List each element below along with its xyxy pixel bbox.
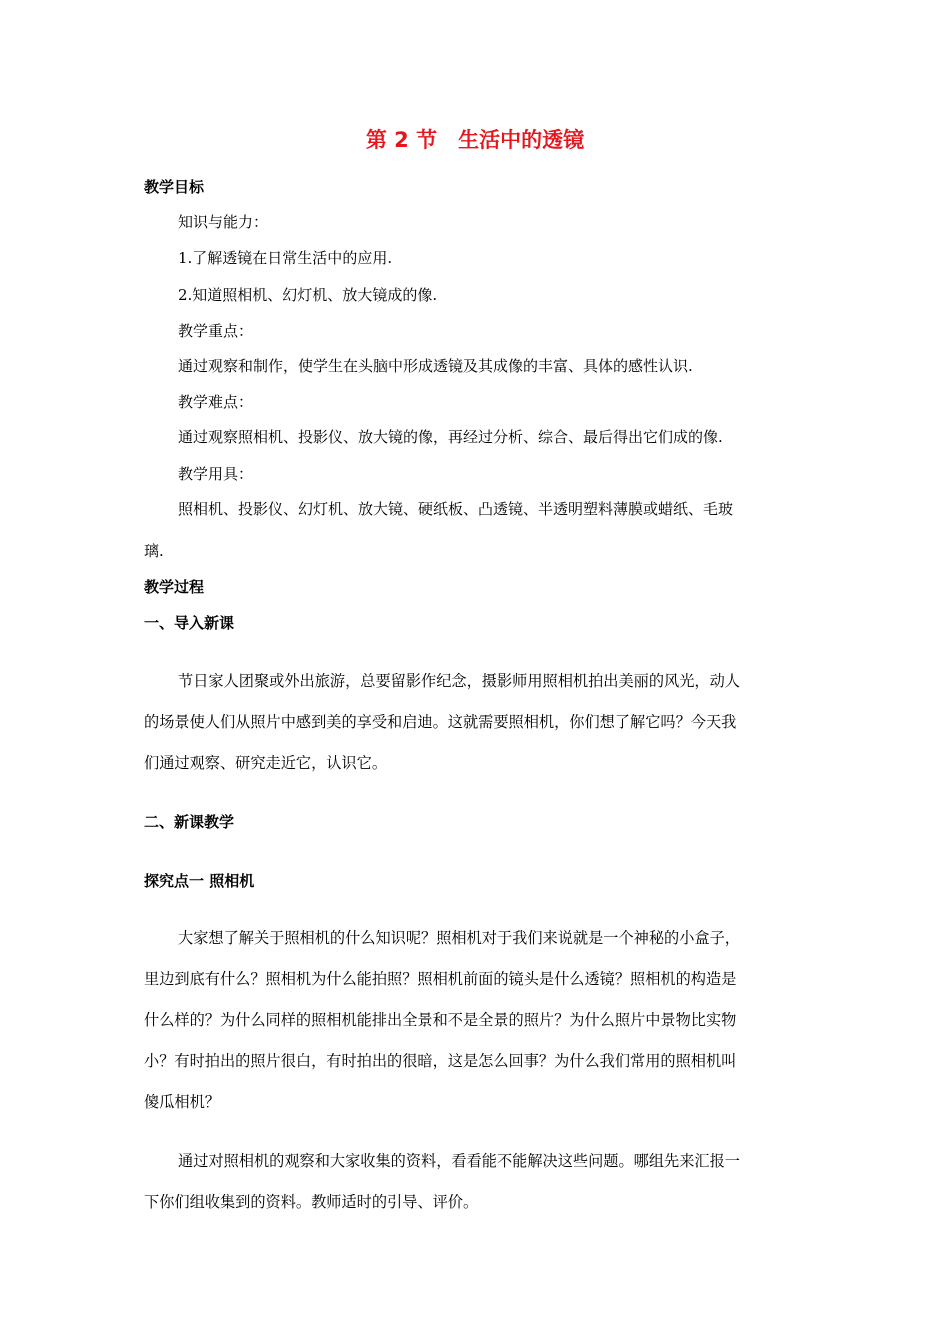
page-title: 第 2 节 生活中的透镜	[365, 128, 585, 152]
process-heading: 教学过程	[144, 578, 205, 596]
knowledge-label: 知识与能力：	[178, 213, 269, 231]
paragraph-line: 节日家人团聚或外出旅游，总要留影作纪念，摄影师用照相机拍出美丽的风光，动人	[178, 672, 740, 690]
paragraph-line: 小？有时拍出的照片很白，有时拍出的很暗，这是怎么回事？为什么我们常用的照相机叫	[144, 1052, 737, 1070]
objectives-heading: 教学目标	[144, 178, 205, 196]
tools-text-line-1: 照相机、投影仪、幻灯机、放大镜、硬纸板、凸透镜、半透明塑料薄膜或蜡纸、毛玻	[178, 500, 734, 518]
paragraph-line: 下你们组收集到的资料。教师适时的引导、评价。	[144, 1193, 479, 1211]
new-lesson-heading: 二、新课教学	[144, 813, 235, 831]
paragraph-line: 里边到底有什么？照相机为什么能拍照？照相机前面的镜头是什么透镜？照相机的构造是	[144, 970, 737, 988]
paragraph-line: 的场景使人们从照片中感到美的享受和启迪。这就需要照相机，你们想了解它吗？今天我	[144, 713, 737, 731]
paragraph-line: 大家想了解关于照相机的什么知识呢？照相机对于我们来说就是一个神秘的小盒子，	[178, 929, 740, 947]
objective-item-2: 2.知道照相机、幻灯机、放大镜成的像.	[178, 286, 438, 304]
paragraph-line: 通过对照相机的观察和大家收集的资料，看看能不能解决这些问题。哪组先来汇报一	[178, 1152, 740, 1170]
tools-text-line-2: 璃.	[144, 542, 164, 560]
objective-item-1: 1.了解透镜在日常生活中的应用.	[178, 249, 393, 267]
key-points-label: 教学重点：	[178, 322, 254, 340]
intro-heading: 一、导入新课	[144, 614, 235, 632]
tools-label: 教学用具：	[178, 465, 254, 483]
paragraph-line: 什么样的？为什么同样的照相机能排出全景和不是全景的照片？为什么照片中景物比实物	[144, 1011, 737, 1029]
difficulty-text: 通过观察照相机、投影仪、放大镜的像，再经过分析、综合、最后得出它们成的像.	[178, 428, 723, 446]
explore-heading: 探究点一 照相机	[144, 872, 255, 890]
paragraph-line: 们通过观察、研究走近它，认识它。	[144, 754, 387, 772]
key-points-text: 通过观察和制作，使学生在头脑中形成透镜及其成像的丰富、具体的感性认识.	[178, 357, 693, 375]
difficulty-label: 教学难点：	[178, 393, 254, 411]
paragraph-line: 傻瓜相机？	[144, 1093, 220, 1111]
